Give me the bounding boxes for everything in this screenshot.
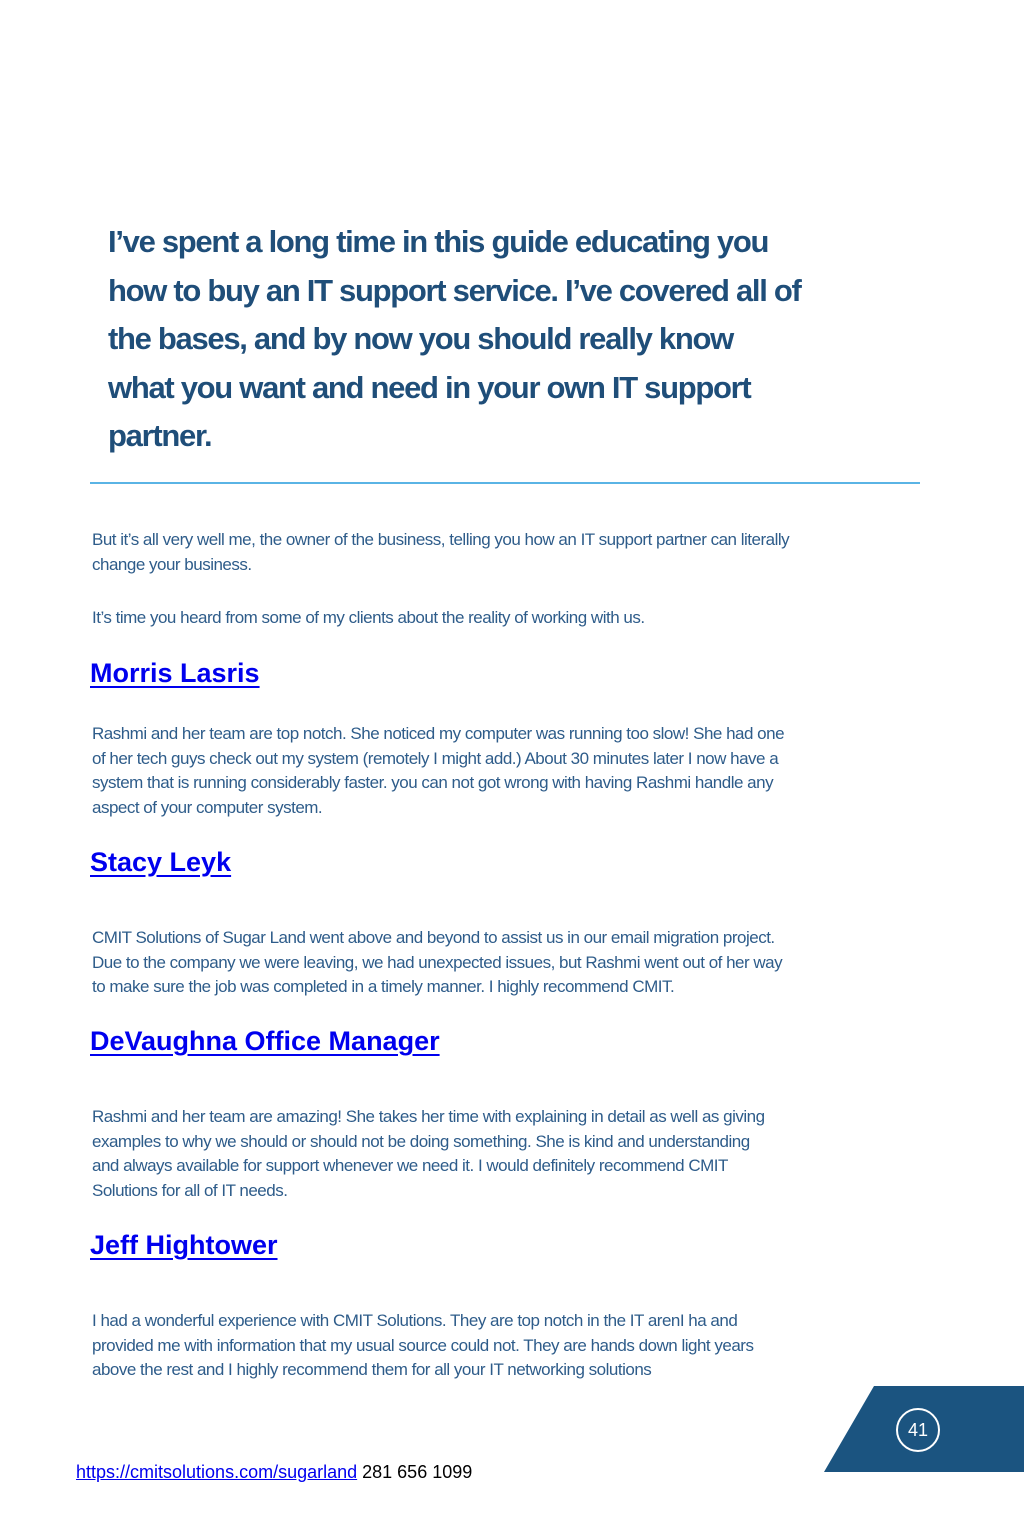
page-number-badge: 41 xyxy=(896,1408,940,1452)
headline xyxy=(108,218,928,461)
testimonial-line: Solutions for all of IT needs. xyxy=(92,1180,288,1200)
testimonial-line: provided me with information that my usual source could not. They are hands down light years xyxy=(92,1335,754,1355)
headline-line: how to buy an IT support service. I’ve covered all of xyxy=(108,272,801,308)
testimonial-name-link[interactable]: Morris Lasris xyxy=(90,658,260,688)
testimonial-text xyxy=(92,722,972,820)
testimonial-name-link[interactable]: DeVaughna Office Manager xyxy=(90,1026,440,1056)
intro-line: change your business. xyxy=(92,554,252,574)
testimonial-line: aspect of your computer system. xyxy=(92,797,323,817)
testimonial-line: Due to the company we were leaving, we had unexpected issues, but Rashmi went out of her way xyxy=(92,952,783,972)
divider-rule xyxy=(90,482,920,484)
testimonial-line: I had a wonderful experience with CMIT Solutions. They are top notch in the IT arenI ha and xyxy=(92,1311,738,1330)
testimonial-name-link[interactable]: Jeff Hightower xyxy=(90,1230,278,1260)
headline-line: I’ve spent a long time in this guide educating you xyxy=(108,224,769,259)
headline-line: partner. xyxy=(108,418,212,453)
testimonial-line: to make sure the job was completed in a timely manner. I highly recommend CMIT. xyxy=(92,977,675,996)
testimonial-line: examples to why we should or should not be doing something. She is kind and understanding xyxy=(92,1131,750,1151)
testimonial-text xyxy=(92,1309,972,1383)
testimonial-line: CMIT Solutions of Sugar Land went above and beyond to assist us in our email migration project. xyxy=(92,928,775,947)
intro-line: But it’s all very well me, the owner of the business, telling you how an IT support partner can literally xyxy=(92,530,790,549)
testimonial-line: Rashmi and her team are amazing! She takes her time with explaining in detail as well as giving xyxy=(92,1107,765,1126)
footer-website-link[interactable]: https://cmitsolutions.com/sugarland xyxy=(76,1462,358,1482)
footer-contact xyxy=(76,1462,472,1483)
testimonial-text xyxy=(92,926,972,1000)
testimonial-line: system that is running considerably faster. you can not got wrong with having Rashmi handle any xyxy=(92,773,774,792)
intro-second-paragraph xyxy=(92,606,972,631)
intro-paragraph xyxy=(92,528,972,577)
testimonial-line: above the rest and I highly recommend them for all your IT networking solutions xyxy=(92,1360,652,1379)
testimonial-name-link[interactable]: Stacy Leyk xyxy=(90,847,232,877)
headline-line: what you want and need in your own IT support xyxy=(108,369,751,405)
testimonial-line: and always available for support whenever we need it. I would definitely recommend CMIT xyxy=(92,1156,728,1175)
headline-line: the bases, and by now you should really know xyxy=(108,321,733,356)
intro-second-line: It’s time you heard from some of my clients about the reality of working with us. xyxy=(92,608,645,627)
footer-phone: 281 656 1099 xyxy=(357,1462,473,1482)
testimonial-line: of her tech guys check out my system (remotely I might add.) About 30 minutes later I now have a xyxy=(92,748,779,768)
testimonial-text xyxy=(92,1105,972,1203)
testimonial-line: Rashmi and her team are top notch. She noticed my computer was running too slow! She had one xyxy=(92,724,785,743)
